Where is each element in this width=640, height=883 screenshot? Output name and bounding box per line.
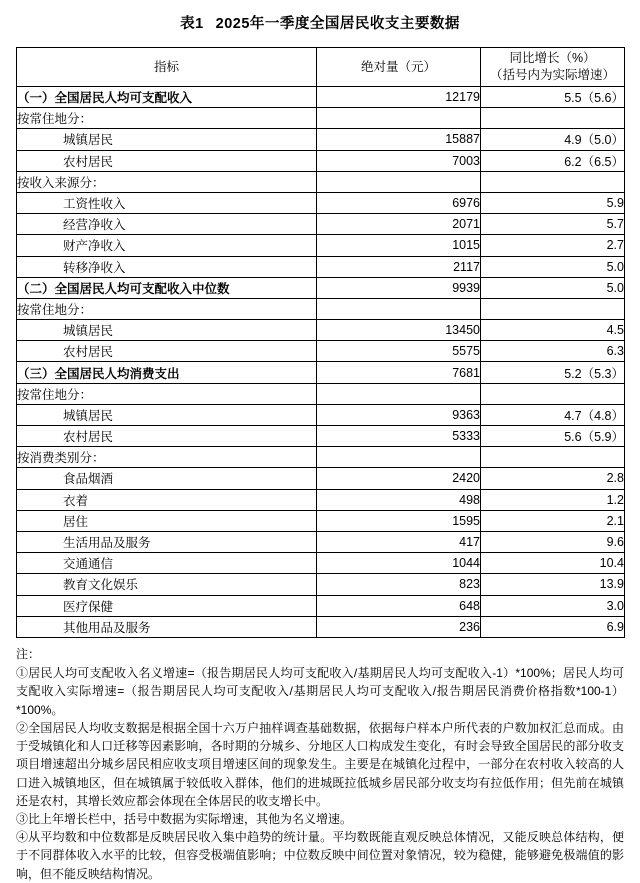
row-absolute-value: 13450: [317, 320, 481, 341]
table-row: [17, 235, 625, 256]
row-growth-value: 6.2（6.5）: [481, 150, 625, 171]
row-label: 财产净收入: [17, 235, 317, 256]
table-row: [17, 616, 625, 637]
row-absolute-value: 648: [317, 595, 481, 616]
row-growth-value: [481, 383, 625, 404]
row-absolute-value: [317, 171, 481, 192]
table-row: [17, 468, 625, 489]
row-label: 按常住地分：: [17, 108, 317, 129]
table-row: [17, 129, 625, 150]
row-label: 经营净收入: [17, 214, 317, 235]
table-row: [17, 298, 625, 319]
row-absolute-value: 9939: [317, 277, 481, 298]
row-growth-value: 6.3: [481, 341, 625, 362]
row-growth-value: 3.0: [481, 595, 625, 616]
row-growth-value: 4.7（4.8）: [481, 404, 625, 425]
row-absolute-value: 12179: [317, 87, 481, 108]
row-absolute-value: 6976: [317, 192, 481, 213]
row-growth-value: 6.9: [481, 616, 625, 637]
table-row: [17, 447, 625, 468]
row-growth-value: 9.6: [481, 531, 625, 552]
row-growth-value: 13.9: [481, 574, 625, 595]
row-growth-value: 2.8: [481, 468, 625, 489]
table-head: [17, 48, 625, 87]
note-item: ③比上年增长栏中，括号中数据为实际增速，其他为名义增速。: [16, 811, 353, 826]
row-absolute-value: 2117: [317, 256, 481, 277]
row-growth-value: 5.0: [481, 277, 625, 298]
row-growth-value: 5.6（5.9）: [481, 426, 625, 447]
row-label: 食品烟酒: [17, 468, 317, 489]
row-growth-value: 4.5: [481, 320, 625, 341]
table-row: [17, 108, 625, 129]
row-label: 居住: [17, 510, 317, 531]
row-absolute-value: [317, 447, 481, 468]
note-item: ④从平均数和中位数都是反映居民收入集中趋势的统计量。平均数既能直观反映总体情况，又能反映总体结构，便于不同群体收入水平的比较，但容受极端值影响；中位数反映中间位置对象情况，较为稳健，能够避免极端值的影响，但不能反映结构情况。: [16, 830, 624, 881]
row-absolute-value: 9363: [317, 404, 481, 425]
table-row: [17, 150, 625, 171]
row-label: （三）全国居民人均消费支出: [17, 362, 317, 383]
row-growth-value: [481, 108, 625, 129]
row-label: 农村居民: [17, 341, 317, 362]
header-indicator: 指标: [17, 48, 317, 87]
row-growth-value: [481, 298, 625, 319]
row-label: （二）全国居民人均可支配收入中位数: [17, 277, 317, 298]
row-growth-value: 4.9（5.0）: [481, 129, 625, 150]
row-absolute-value: 2420: [317, 468, 481, 489]
table-row: [17, 383, 625, 404]
row-growth-value: [481, 447, 625, 468]
row-absolute-value: 498: [317, 489, 481, 510]
row-label: 按常住地分：: [17, 298, 317, 319]
table-row: [17, 87, 625, 108]
table-row: [17, 362, 625, 383]
row-label: 工资性收入: [17, 192, 317, 213]
row-label: 转移净收入: [17, 256, 317, 277]
row-absolute-value: 5575: [317, 341, 481, 362]
row-absolute-value: [317, 108, 481, 129]
header-growth-line1: 同比增长（%）: [509, 51, 596, 66]
row-absolute-value: 5333: [317, 426, 481, 447]
row-label: 按常住地分：: [17, 383, 317, 404]
table-row: [17, 277, 625, 298]
notes-heading: 注：: [16, 646, 41, 661]
household-income-expenditure-table: [16, 47, 625, 638]
table-row: [17, 256, 625, 277]
row-label: 教育文化娱乐: [17, 574, 317, 595]
row-absolute-value: 7003: [317, 150, 481, 171]
row-absolute-value: 7681: [317, 362, 481, 383]
note-item: ②全国居民人均收支数据是根据全国十六万户抽样调查基础数据，依据每户样本户所代表的户数加权汇总而成。由于受城镇化和人口迁移等因素影响，各时期的分城乡、分地区人口构成发生变化，有时会导致全国居民的部分收支项目增速超出分城乡居民相应收支项目增速区间的现象发生。主要是在城镇化过程中，一部分在农村收入较高的人口进入城镇地区，但在城镇属于较低收入群体，他们的进城既拉低城乡居民部分收支均有拉低作用；但先前在城镇还是农村，其增长效应都会体现在全体居民的收支增长中。: [16, 720, 624, 808]
title-text: 2025年一季度全国居民收支主要数据: [215, 16, 460, 32]
row-absolute-value: 417: [317, 531, 481, 552]
row-label: 交通通信: [17, 553, 317, 574]
table-row: [17, 553, 625, 574]
row-label: 生活用品及服务: [17, 531, 317, 552]
row-absolute-value: 1015: [317, 235, 481, 256]
table-row: [17, 192, 625, 213]
row-absolute-value: 823: [317, 574, 481, 595]
header-growth: [481, 48, 625, 87]
row-absolute-value: 2071: [317, 214, 481, 235]
table-row: [17, 214, 625, 235]
row-label: 其他用品及服务: [17, 616, 317, 637]
row-absolute-value: [317, 298, 481, 319]
header-growth-line2: （括号内为实际增速）: [489, 68, 615, 82]
table-row: [17, 531, 625, 552]
row-growth-value: 5.7: [481, 214, 625, 235]
row-label: 城镇居民: [17, 320, 317, 341]
row-label: 按消费类别分：: [17, 447, 317, 468]
row-label: 衣着: [17, 489, 317, 510]
row-growth-value: 5.9: [481, 192, 625, 213]
row-absolute-value: 1044: [317, 553, 481, 574]
table-row: [17, 341, 625, 362]
table-row: [17, 595, 625, 616]
row-label: （一）全国居民人均可支配收入: [17, 87, 317, 108]
header-absolute-value: 绝对量（元）: [317, 48, 481, 87]
row-label: 农村居民: [17, 150, 317, 171]
page-title: [16, 0, 624, 47]
row-label: 城镇居民: [17, 129, 317, 150]
row-label: 医疗保健: [17, 595, 317, 616]
row-growth-value: 5.2（5.3）: [481, 362, 625, 383]
table-row: [17, 320, 625, 341]
table-row: [17, 510, 625, 531]
table-row: [17, 404, 625, 425]
row-growth-value: [481, 171, 625, 192]
row-growth-value: 2.1: [481, 510, 625, 531]
row-growth-value: 2.7: [481, 235, 625, 256]
row-growth-value: 10.4: [481, 553, 625, 574]
row-growth-value: 1.2: [481, 489, 625, 510]
note-item: ①居民人均可支配收入名义增速=（报告期居民人均可支配收入/基期居民人均可支配收入-1）*100%；居民人均可支配收入实际增速=（报告期居民人均可支配收入/基期居民人均可支配收入/报告期居民消费价格指数*100-1）*100%。: [16, 666, 624, 717]
table-header-row: [17, 48, 625, 87]
row-label: 农村居民: [17, 426, 317, 447]
table-row: [17, 574, 625, 595]
table-row: [17, 489, 625, 510]
row-label: 城镇居民: [17, 404, 317, 425]
row-absolute-value: 236: [317, 616, 481, 637]
notes-list: [16, 664, 624, 883]
table-row: [17, 171, 625, 192]
row-absolute-value: 15887: [317, 129, 481, 150]
row-growth-value: 5.5（5.6）: [481, 87, 625, 108]
row-absolute-value: 1595: [317, 510, 481, 531]
row-label: 按收入来源分：: [17, 171, 317, 192]
table-body: [17, 87, 625, 638]
table-notes: [16, 645, 624, 883]
row-absolute-value: [317, 383, 481, 404]
row-growth-value: 5.0: [481, 256, 625, 277]
table-row: [17, 426, 625, 447]
table-number: 表1: [180, 16, 204, 32]
